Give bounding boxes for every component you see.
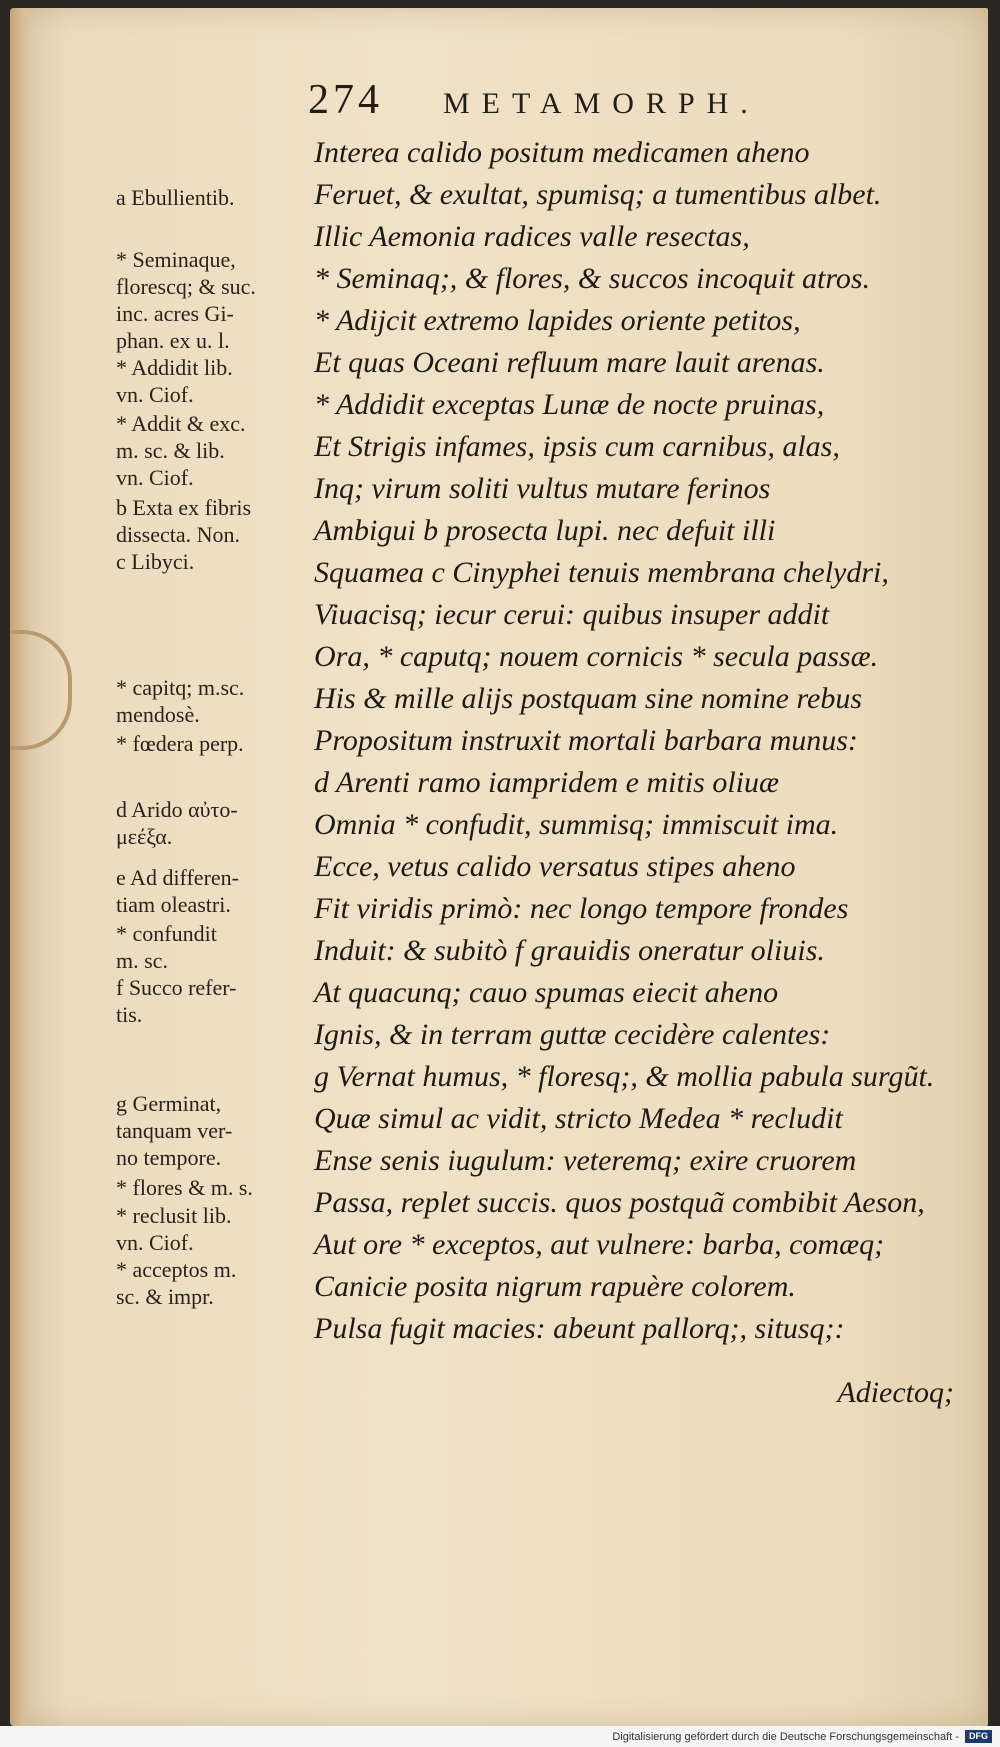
verse-line: Illic Aemonia radices valle resectas, (314, 220, 750, 253)
page-edge (10, 8, 32, 1726)
marginal-note: b Exta ex fibris dissecta. Non. (116, 495, 252, 547)
verse-line: Viuacisq; iecur cerui: quibus insuper addit (314, 598, 830, 631)
marginal-note: d Arido αὐτο- μεέξα. (116, 797, 238, 849)
funding-credit: Digitalisierung gefördert durch die Deutsche Forschungsgemeinschaft - (612, 1730, 959, 1743)
verse-line: g Vernat humus, * floresq;, & mollia pabula surgũt. (314, 1060, 935, 1093)
marginal-note: c Libyci. (116, 549, 195, 574)
marginal-note: a Ebullientib. (116, 185, 235, 210)
verse-line: Squamea c Cinyphei tenuis membrana chelydri, (314, 556, 889, 589)
digitization-footer (0, 1726, 1000, 1747)
running-title: METAMORPH. (443, 87, 760, 120)
page-number: 274 (308, 77, 383, 123)
verse-line: * Adijcit extremo lapides oriente petitos, (314, 304, 801, 337)
marginal-note: * acceptos m. sc. & impr. (116, 1257, 237, 1309)
verse-line: d Arenti ramo iampridem e mitis oliuæ (314, 766, 779, 799)
catchword: Adiectoq; (837, 1376, 954, 1409)
marginal-note: f Succo refer- tis. (116, 975, 237, 1027)
verse-line: Passa, replet succis. quos postquã combibit Aeson, (314, 1186, 925, 1219)
verse-line: Ecce, vetus calido versatus stipes aheno (314, 850, 796, 883)
marginal-note: * Seminaque, florescq; & suc. inc. acres Gi- phan. ex u. l. (116, 247, 256, 353)
dfg-logo: DFG (965, 1730, 992, 1743)
verse-line: Omnia * confudit, summisq; immiscuit ima. (314, 808, 839, 841)
verse-line: Quæ simul ac vidit, stricto Medea * recludit (314, 1102, 843, 1135)
marginal-note: * Addit & exc. m. sc. & lib. vn. Ciof. (116, 411, 246, 490)
verse-line: Ignis, & in terram guttæ cecidère calentes: (314, 1018, 831, 1051)
clasp-mark (10, 630, 72, 750)
verse-line: Ambigui b prosecta lupi. nec defuit illi (314, 514, 776, 547)
page-header (308, 76, 868, 128)
book-page (10, 8, 988, 1726)
marginal-note: * capitq; m.sc. mendosè. (116, 675, 245, 727)
verse-line: Canicie posita nigrum rapuère colorem. (314, 1270, 796, 1303)
verse-line: Feruet, & exultat, spumisq; a tumentibus albet. (314, 178, 882, 211)
marginal-note: * confundit m. sc. (116, 921, 217, 973)
marginal-note: * fœdera perp. (116, 731, 244, 756)
marginal-note: * reclusit lib. vn. Ciof. (116, 1203, 232, 1255)
verse-line: His & mille alijs postquam sine nomine rebus (314, 682, 863, 715)
marginal-note: * flores & m. s. (116, 1175, 253, 1200)
verse-line: Interea calido positum medicamen aheno (314, 136, 810, 169)
marginal-note: e Ad differen- tiam oleastri. (116, 865, 239, 917)
verse-line: Ora, * caputq; nouem cornicis * secula passæ. (314, 640, 879, 673)
verse-line: Propositum instruxit mortali barbara munus: (314, 724, 858, 757)
verse-line: * Seminaq;, & flores, & succos incoquit atros. (314, 262, 871, 295)
verse-line: * Addidit exceptas Lunæ de nocte pruinas, (314, 388, 825, 421)
verse-line: Fit viridis primò: nec longo tempore frondes (314, 892, 849, 925)
verse-line: Et quas Oceani refluum mare lauit arenas. (314, 346, 825, 379)
verse-line: Pulsa fugit macies: abeunt pallorq;, situsq;: (314, 1312, 845, 1345)
verse-line: Aut ore * exceptos, aut vulnere: barba, comæq; (314, 1228, 885, 1261)
verse-line: At quacunq; cauo spumas eiecit aheno (314, 976, 779, 1009)
verse-line: Inq; virum soliti vultus mutare ferinos (314, 472, 771, 505)
verse-line: Et Strigis infames, ipsis cum carnibus, alas, (314, 430, 840, 463)
verse-line: Ense senis iugulum: veteremq; exire cruorem (314, 1144, 857, 1177)
verse-line: Induit: & subitò f grauidis oneratur oliuis. (314, 934, 825, 967)
marginal-note: g Germinat, tanquam ver- no tempore. (116, 1091, 233, 1170)
verse-text (314, 132, 974, 1350)
marginal-note: * Addidit lib. vn. Ciof. (116, 355, 233, 407)
